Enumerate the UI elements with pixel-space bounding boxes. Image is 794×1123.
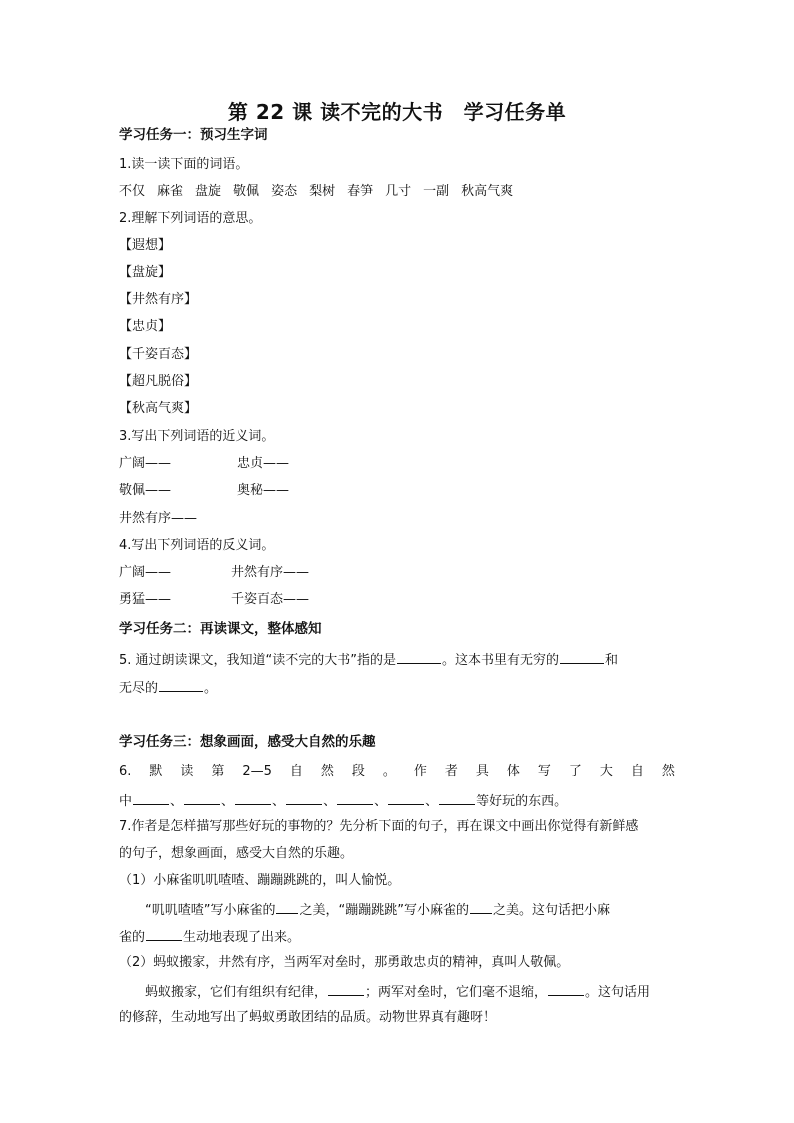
- q6-text: 中: [119, 794, 133, 809]
- meaning-item: 【秋高气爽】: [119, 401, 198, 416]
- meaning-item: 【遐想】: [119, 238, 172, 253]
- analysis-blank[interactable]: [146, 928, 182, 941]
- word-item: 几寸: [385, 184, 412, 199]
- q5-blank[interactable]: [560, 651, 604, 664]
- word-item: 麻雀: [157, 184, 184, 199]
- q6-char: 。: [382, 764, 396, 779]
- q5-blank[interactable]: [159, 679, 203, 692]
- q6-char: 默: [149, 764, 163, 779]
- synonym-item: 敬佩——: [119, 483, 172, 498]
- antonym-row: [119, 565, 309, 581]
- sentence-1-analysis-line1: [119, 901, 610, 919]
- word-item: 盘旋: [195, 184, 222, 199]
- meaning-item: 【井然有序】: [119, 292, 198, 307]
- word-item: 不仅: [119, 184, 146, 199]
- analysis-text: 。这句话用: [585, 985, 651, 1000]
- q6-char: 写: [537, 764, 551, 779]
- word-list: [119, 184, 525, 200]
- meaning-item: 【忠贞】: [119, 319, 172, 334]
- antonym-item: 勇猛——: [119, 592, 172, 607]
- q6-text: 等好玩的东西。: [476, 794, 568, 809]
- q6-char: 体: [506, 764, 520, 779]
- q6-char: 6.: [119, 764, 132, 779]
- sentence-2: （2）蚂蚁搬家，井然有序，当两军对垒时，那勇敢忠贞的精神，真叫人敬佩。: [119, 955, 570, 970]
- q3-prompt: 3.写出下列词语的近义词。: [119, 429, 275, 444]
- synonym-item: 井然有序——: [119, 511, 198, 526]
- analysis-text: 之美，“蹦蹦跳跳”写小麻雀的: [299, 903, 469, 918]
- meaning-item: 【千姿百态】: [119, 347, 198, 362]
- q6-sep: 、: [221, 794, 235, 809]
- q6-char: 然: [320, 764, 334, 779]
- synonym-row: [119, 483, 289, 499]
- q6-char: 者: [444, 764, 458, 779]
- word-item: 秋高气爽: [461, 184, 514, 199]
- task2-heading: 学习任务二：再读课文，整体感知: [119, 621, 322, 637]
- q5-text: 无尽的: [119, 681, 159, 696]
- q6-blank[interactable]: [184, 792, 220, 805]
- meaning-item: 【盘旋】: [119, 265, 172, 280]
- q6-char: 自: [630, 764, 644, 779]
- q5-line1: [119, 651, 618, 669]
- analysis-text: 雀的: [119, 930, 146, 945]
- sentence-1: （1）小麻雀叽叽喳喳、蹦蹦跳跳的，叫人愉悦。: [119, 873, 401, 888]
- synonym-item: 奥秘——: [237, 483, 290, 498]
- meaning-item: 【超凡脱俗】: [119, 374, 198, 389]
- sentence-2-analysis-line1: [119, 983, 650, 1001]
- analysis-blank[interactable]: [470, 901, 492, 914]
- synonym-row: [119, 456, 289, 472]
- q6-char: 具: [475, 764, 489, 779]
- q5-text: 。这本书里有无穷的: [442, 653, 560, 668]
- sentence-2-analysis-line2: 的修辞，生动地写出了蚂蚁勇敢团结的品质。动物世界真有趣呀！: [119, 1010, 497, 1025]
- word-item: 姿态: [271, 184, 298, 199]
- antonym-item: 广阔——: [119, 565, 172, 580]
- word-item: 春笋: [347, 184, 374, 199]
- q6-sep: 、: [272, 794, 286, 809]
- q6-sep: 、: [170, 794, 184, 809]
- analysis-text: 之美。这句话把小麻: [492, 903, 610, 918]
- analysis-text: ；两军对垒时，它们毫不退缩，: [365, 985, 548, 1000]
- page-title: 第 22 课 读不完的大书 学习任务单: [227, 100, 567, 124]
- analysis-text: 蚂蚁搬家，它们有组织有纪律，: [145, 985, 328, 1000]
- q6-line2: [119, 792, 567, 810]
- q6-line1: [119, 764, 675, 780]
- q6-blank[interactable]: [235, 792, 271, 805]
- antonym-item: 千姿百态——: [231, 592, 310, 607]
- analysis-blank[interactable]: [276, 901, 298, 914]
- q7-prompt-line2: 的句子，想象画面，感受大自然的乐趣。: [119, 846, 354, 861]
- q6-char: 作: [413, 764, 427, 779]
- q6-sep: 、: [323, 794, 337, 809]
- q2-prompt: 2.理解下列词语的意思。: [119, 211, 262, 226]
- q6-char: 自: [289, 764, 303, 779]
- q6-blank[interactable]: [439, 792, 475, 805]
- task1-heading: 学习任务一：预习生字词: [119, 127, 268, 143]
- q5-text: 和: [605, 653, 619, 668]
- q6-blank[interactable]: [388, 792, 424, 805]
- q7-prompt-line1: 7.作者是怎样描写那些好玩的事物的？先分析下面的句子，再在课文中画出你觉得有新鲜感: [119, 819, 639, 834]
- q6-sep: 、: [374, 794, 388, 809]
- q6-blank[interactable]: [286, 792, 322, 805]
- antonym-row: [119, 592, 309, 608]
- q6-char: 2—5: [242, 764, 272, 779]
- q6-char: 段: [351, 764, 365, 779]
- q6-sep: 、: [425, 794, 439, 809]
- q5-line2: [119, 679, 217, 697]
- q6-char: 然: [661, 764, 675, 779]
- q4-prompt: 4.写出下列词语的反义词。: [119, 538, 275, 553]
- task3-heading: 学习任务三：想象画面，感受大自然的乐趣: [119, 734, 376, 750]
- q6-char: 第: [211, 764, 225, 779]
- q6-char: 读: [180, 764, 194, 779]
- q6-char: 了: [568, 764, 582, 779]
- sentence-1-analysis-line2: [119, 928, 300, 946]
- synonym-item: 忠贞——: [237, 456, 290, 471]
- antonym-item: 井然有序——: [231, 565, 310, 580]
- word-item: 梨树: [309, 184, 336, 199]
- q6-blank[interactable]: [337, 792, 373, 805]
- synonym-item: 广阔——: [119, 456, 172, 471]
- q1-prompt: 1.读一读下面的词语。: [119, 157, 249, 172]
- analysis-text: 生动地表现了出来。: [183, 930, 301, 945]
- analysis-text: “叽叽喳喳”写小麻雀的: [145, 903, 276, 918]
- q6-blank[interactable]: [133, 792, 169, 805]
- q5-text: 。: [204, 681, 218, 696]
- analysis-blank[interactable]: [548, 983, 584, 996]
- q5-text: 5. 通过朗读课文，我知道“读不完的大书”指的是: [119, 653, 397, 668]
- word-item: 敬佩: [233, 184, 260, 199]
- analysis-blank[interactable]: [328, 983, 364, 996]
- word-item: 一副: [423, 184, 450, 199]
- q6-char: 大: [599, 764, 613, 779]
- q5-blank[interactable]: [397, 651, 441, 664]
